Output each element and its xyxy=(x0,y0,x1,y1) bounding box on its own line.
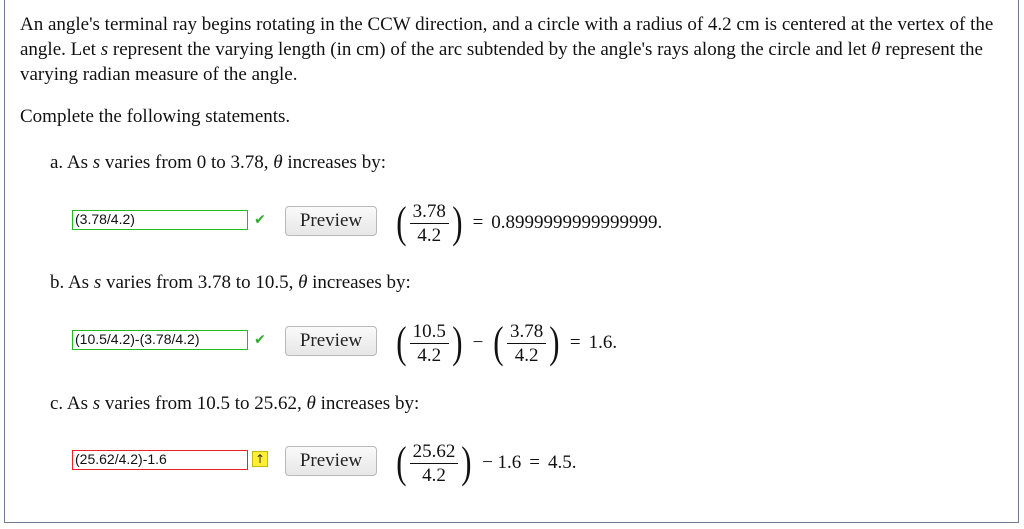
left-paren: ( xyxy=(396,318,407,367)
part-a-frac-den: 4.2 xyxy=(417,224,442,246)
part-a-label xyxy=(50,150,386,175)
intro-text-2: represent the varying length (in cm) of the arc subtended by the angle's rays along the circle and let xyxy=(108,39,872,60)
part-c-preview-math xyxy=(394,438,577,487)
part-a-label-post: increases by: xyxy=(282,152,386,173)
part-c-preview-button[interactable]: Preview xyxy=(285,446,377,476)
part-b-answer-input[interactable]: (10.5/4.2)-(3.78/4.2) xyxy=(72,330,248,350)
part-b-label-pre: b. As xyxy=(50,272,94,293)
part-a-preview-math xyxy=(394,198,663,247)
part-a-theta: θ xyxy=(273,152,283,173)
equals-sign: = xyxy=(529,452,540,473)
var-theta: θ xyxy=(871,39,881,60)
part-b-frac2-num: 3.78 xyxy=(507,321,546,344)
var-s: s xyxy=(100,39,109,60)
part-b-theta: θ xyxy=(298,272,308,293)
part-c-var: s xyxy=(92,393,101,414)
right-paren: ) xyxy=(549,318,560,367)
part-b-fraction-2 xyxy=(507,321,546,366)
right-paren: ) xyxy=(452,318,463,367)
part-b-var: s xyxy=(93,272,102,293)
part-a-result: 0.8999999999999999. xyxy=(491,212,663,233)
part-a-frac-num: 3.78 xyxy=(410,201,449,224)
part-c-theta: θ xyxy=(306,393,316,414)
part-c-frac-num: 25.62 xyxy=(410,441,459,464)
part-b-frac2-den: 4.2 xyxy=(514,344,539,366)
right-paren: ) xyxy=(461,438,472,487)
equals-sign: = xyxy=(569,332,581,353)
part-a-preview-button[interactable]: Preview xyxy=(285,206,377,236)
part-b-frac1-den: 4.2 xyxy=(417,344,442,366)
part-c-label-mid: varies from 10.5 to 25.62, xyxy=(100,393,307,414)
intro-text-1: An angle's terminal ray begins rotating in the CCW direction, and a circle with a radius of 4.2 cm is centered at the vertex of the angle. Let xyxy=(20,14,994,60)
part-c-label-pre: c. As xyxy=(50,393,93,414)
part-b-label xyxy=(50,270,411,295)
part-b-label-post: increases by: xyxy=(307,272,411,293)
part-a-var: s xyxy=(92,152,101,173)
part-b-preview-button[interactable]: Preview xyxy=(285,326,377,356)
part-a-answer-input[interactable]: (3.78/4.2) xyxy=(72,210,248,230)
instructions: Complete the following statements. xyxy=(20,106,291,127)
part-a-label-pre: a. As xyxy=(50,152,93,173)
minus-sign: − xyxy=(472,332,484,353)
left-paren: ( xyxy=(493,318,504,367)
part-c-result: 4.5. xyxy=(548,452,577,473)
part-c-label-post: increases by: xyxy=(315,393,420,414)
part-c-fraction xyxy=(410,441,459,486)
part-b-result: 1.6. xyxy=(588,332,618,353)
part-b-label-mid: varies from 3.78 to 10.5, xyxy=(101,272,299,293)
part-b-fraction-1 xyxy=(410,321,449,366)
part-b-frac1-num: 10.5 xyxy=(410,321,449,344)
part-b-preview-math xyxy=(394,318,618,367)
part-c-label xyxy=(50,391,419,416)
part-a-fraction xyxy=(410,201,449,246)
part-c-answer-input[interactable]: (25.62/4.2)-1.6 xyxy=(72,450,248,470)
minus-term: − 1.6 xyxy=(482,452,522,473)
warning-arrow-icon: ↑ xyxy=(252,451,268,467)
left-paren: ( xyxy=(396,438,407,487)
right-paren: ) xyxy=(452,198,463,247)
equals-sign: = xyxy=(472,212,484,233)
check-icon: ✔ xyxy=(254,332,266,348)
part-c-frac-den: 4.2 xyxy=(422,464,446,486)
check-icon: ✔ xyxy=(254,212,266,228)
left-paren: ( xyxy=(396,198,407,247)
problem-intro xyxy=(20,12,1005,87)
intro-text-3: represent the varying radian measure of the angle. xyxy=(20,39,983,85)
part-a-label-mid: varies from 0 to 3.78, xyxy=(100,152,274,173)
question-frame xyxy=(4,0,1019,523)
